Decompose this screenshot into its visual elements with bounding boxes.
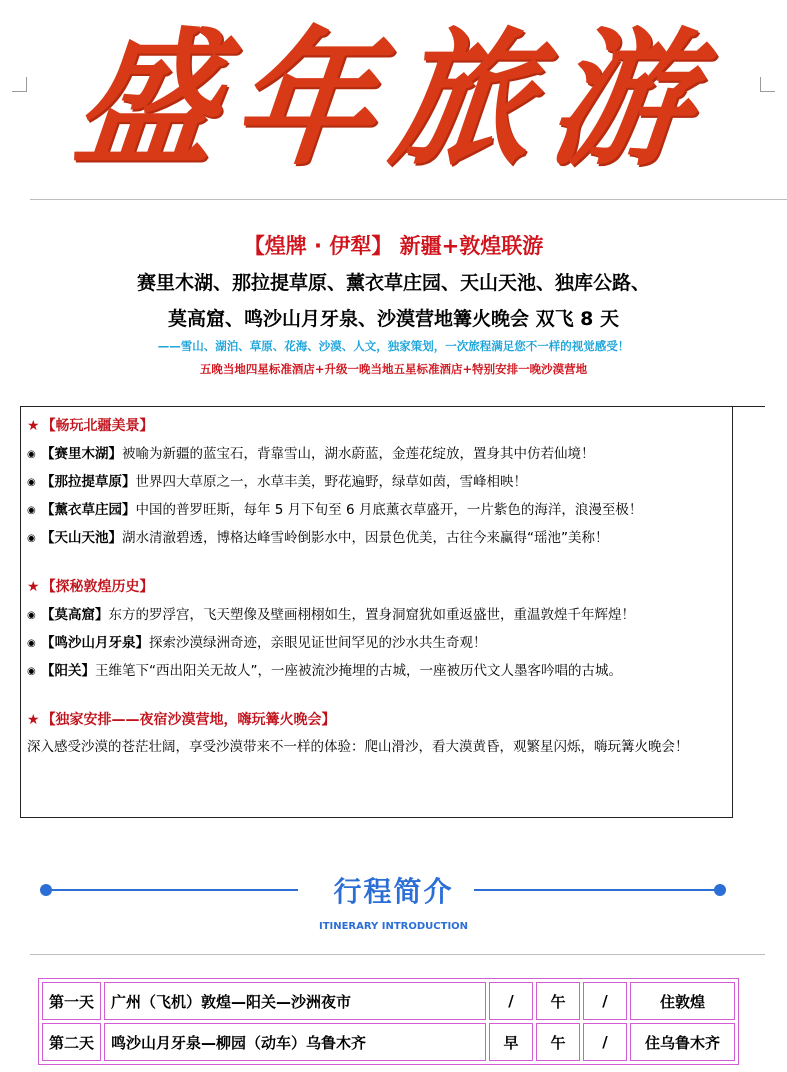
star-icon: ★	[27, 418, 40, 434]
page-corner-mark-left	[12, 77, 27, 92]
list-item: ◉ 【薰衣草庄园】中国的普罗旺斯，每年 5 月下旬至 6 月底薰衣草盛开，一片紫色的海洋，浪漫至极！	[27, 496, 728, 524]
bullet-icon: ◉	[27, 449, 36, 460]
dinner-cell: /	[583, 982, 627, 1020]
itinerary-subtitle: ITINERARY INTRODUCTION	[318, 921, 469, 932]
day-cell: 第一天	[42, 982, 101, 1020]
bullet-icon: ◉	[27, 666, 36, 677]
box-top-extension	[733, 406, 765, 407]
star-icon: ★	[27, 712, 40, 728]
tour-tagline: ——雪山、湖泊、草原、花海、沙漠、人文，独家策划，一次旅程满足您不一样的视觉感受！	[157, 339, 630, 353]
section-heading-north-xinjiang: ★ 【畅玩北疆美景】	[27, 418, 154, 434]
bullet-icon: ◉	[27, 533, 36, 544]
route-cell: 广州（飞机）敦煌—阳关—沙洲夜市	[104, 982, 486, 1020]
heading-line-right	[474, 889, 720, 891]
list-item: ◉ 【赛里木湖】被喻为新疆的蓝宝石，背靠雪山，湖水蔚蓝，金莲花绽放，置身其中仿若仙境！	[27, 440, 728, 468]
header-divider	[30, 199, 787, 200]
dot-right-icon	[714, 884, 726, 896]
table-row	[42, 982, 735, 1020]
breakfast-cell: /	[489, 982, 533, 1020]
lunch-cell: 午	[536, 982, 580, 1020]
itinerary-table	[38, 978, 739, 1065]
star-icon: ★	[27, 579, 40, 595]
highlights-box	[20, 406, 733, 818]
bullet-icon: ◉	[27, 505, 36, 516]
bullet-icon: ◉	[27, 638, 36, 649]
list-item: ◉ 【天山天池】湖水清澈碧透，博格达峰雪岭倒影水中，因景色优美，古往今来赢得“瑶池”美称！	[27, 524, 728, 552]
breakfast-cell: 早	[489, 1023, 533, 1061]
list-item: ◉ 【那拉提草原】世界四大草原之一，水草丰美，野花遍野，绿草如茵，雪峰相映！	[27, 468, 728, 496]
tour-subtitle-line-2: 莫高窟、鸣沙山月牙泉、沙漠营地篝火晚会 双飞 8 天	[167, 308, 620, 330]
tour-subtitle-line-1: 赛里木湖、那拉提草原、薰衣草庄园、天山天池、独库公路、	[136, 272, 650, 294]
desert-camp-description: 深入感受沙漠的苍茫壮阔，享受沙漠带来不一样的体验：爬山滑沙，看大漠黄昏，观繁星闪烁，嗨玩篝火晚会！	[27, 739, 689, 755]
lunch-cell: 午	[536, 1023, 580, 1061]
bullet-icon: ◉	[27, 610, 36, 621]
section-divider	[30, 954, 765, 955]
list-item: ◉ 【莫高窟】东方的罗浮宫，飞天塑像及壁画栩栩如生，置身洞窟犹如重返盛世，重温敦煌千年辉煌！	[27, 601, 728, 629]
tour-title: 【煌牌 · 伊犁】 新疆+敦煌联游	[243, 234, 544, 258]
page-corner-mark-right	[760, 77, 775, 92]
table-row	[42, 1023, 735, 1061]
itinerary-title: 行程简介	[333, 875, 454, 908]
stay-cell: 住乌鲁木齐	[630, 1023, 735, 1061]
route-cell: 鸣沙山月牙泉—柳园（动车）乌鲁木齐	[104, 1023, 486, 1061]
section-heading-desert-camp: ★ 【独家安排——夜宿沙漠营地，嗨玩篝火晚会】	[27, 712, 336, 728]
brand-logo	[0, 0, 787, 200]
section-heading-dunhuang: ★ 【探秘敦煌历史】	[27, 579, 154, 595]
dinner-cell: /	[583, 1023, 627, 1061]
day-cell: 第二天	[42, 1023, 101, 1061]
list-item: ◉ 【鸣沙山月牙泉】探索沙漠绿洲奇迹，亲眼见证世间罕见的沙水共生奇观！	[27, 629, 728, 657]
logo-text: 盛年旅游	[68, 13, 719, 187]
list-item: ◉ 【阳关】王维笔下“西出阳关无故人”，一座被流沙掩埋的古城，一座被历代文人墨客吟唱的古城。	[27, 657, 728, 685]
bullet-icon: ◉	[27, 477, 36, 488]
hotel-note: 五晚当地四星标准酒店+升级一晚当地五星标准酒店+特别安排一晚沙漠营地	[199, 362, 588, 376]
stay-cell: 住敦煌	[630, 982, 735, 1020]
